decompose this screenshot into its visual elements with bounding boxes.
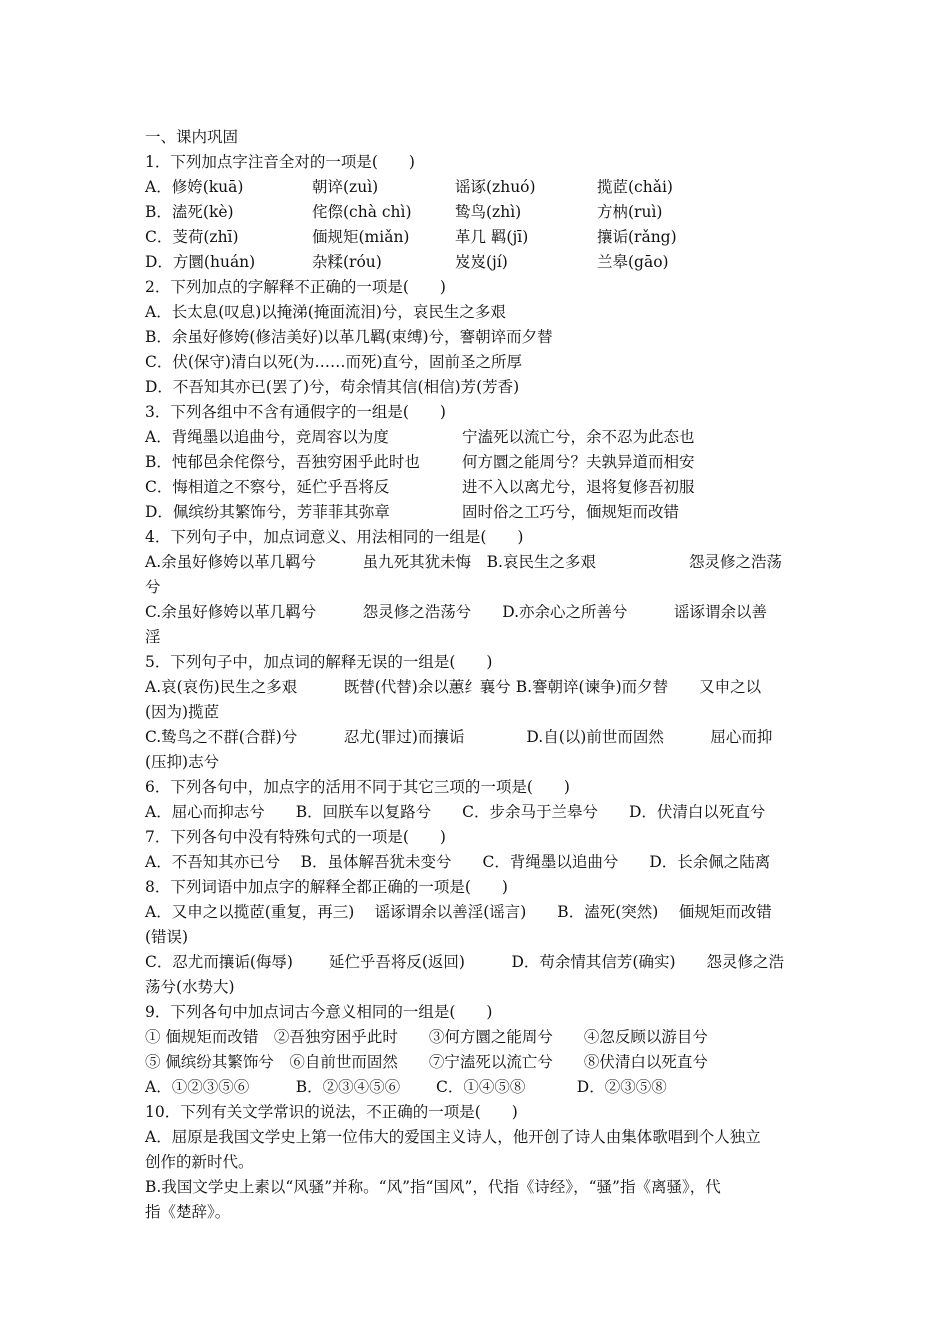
q4-line: 淫 — [145, 628, 161, 646]
q8-line: 荡兮(水势大) — [145, 978, 235, 996]
question-stem: 5．下列句子中，加点词的解释无误的一组是( ) — [145, 653, 493, 671]
q8-line: C．忍尤而攘诟(侮辱) 延伫乎吾将反(返回) D．苟余情其信芳(确实) 怨灵修之浩 — [145, 953, 784, 971]
q3-option-right: 何方圜之能周兮？夫孰异道而相安 — [462, 453, 695, 471]
q10-line: A．屈原是我国文学史上第一位伟大的爱国主义诗人，他开创了诗人由集体歌唱到个人独立 — [145, 1128, 761, 1146]
q1-option-cell: 侘傺(chà chì) — [312, 203, 412, 221]
q1-option-cell: 偭规矩(miǎn) — [312, 228, 410, 246]
q1-option-cell: 揽茝(chǎi) — [597, 178, 673, 196]
q1-option-cell: 朝谇(zuì) — [312, 178, 379, 196]
question-stem: 8．下列词语中加点字的解释全都正确的一项是( ) — [145, 878, 508, 896]
q1-option-cell: A．修姱(kuā) — [145, 178, 244, 196]
q7-options: A．不吾知其亦已兮 B．虽体解吾犹未变兮 C．背绳墨以追曲兮 D．长余佩之陆离 — [145, 853, 771, 871]
q2-line: C．伏(保守)清白以死(为……而死)直兮，固前圣之所厚 — [145, 353, 523, 371]
q5-line: (压抑)志兮 — [145, 753, 220, 771]
q1-option-cell: 兰皋(gāo) — [597, 253, 669, 271]
q8-line: A．又申之以揽茝(重复，再三) 谣诼谓余以善淫(谣言) B．溘死(突然) 偭规矩而改错 — [145, 903, 772, 921]
question-stem: 10．下列有关文学常识的说法，不正确的一项是( ) — [145, 1103, 518, 1121]
section-title: 一、课内巩固 — [145, 128, 239, 146]
q9-line: ① 偭规矩而改错 ②吾独穷困乎此时 ③何方圜之能周兮 ④忽反顾以游目兮 — [145, 1028, 708, 1046]
q4-line: C.余虽好修姱以革几羁兮 怨灵修之浩荡兮 D.亦余心之所善兮 谣诼谓余以善 — [145, 603, 768, 621]
q8-line: (错误) — [145, 928, 189, 946]
q3-option-left: D．佩缤纷其繁饰兮，芳菲菲其弥章 — [145, 503, 390, 521]
question-stem: 9．下列各句中加点词古今意义相同的一组是( ) — [145, 1003, 493, 1021]
question-stem: 6．下列各句中，加点字的活用不同于其它三项的一项是( ) — [145, 778, 570, 796]
q1-option-cell: 攘诟(rǎng) — [597, 228, 677, 246]
q4-line: 兮 — [145, 578, 161, 596]
q10-line: 指《楚辞》。 — [145, 1203, 231, 1221]
q4-line: A.余虽好修姱以革几羁兮 虽九死其犹未悔 B.哀民生之多艰 怨灵修之浩荡 — [145, 553, 782, 571]
q5-line: C.鸷鸟之不群(合群)兮 忍尤(罪过)而攘诟 D.自(以)前世而固然 屈心而抑 — [145, 728, 773, 746]
q2-line: 2．下列加点的字解释不正确的一项是( ) — [145, 278, 446, 296]
q2-line: D．不吾知其亦已(罢了)兮，苟余情其信(相信)芳(芳香) — [145, 378, 520, 396]
question-stem: 4．下列句子中，加点词意义、用法相同的一组是( ) — [145, 528, 524, 546]
q1-option-cell: 革几 羁(jī) — [455, 228, 529, 246]
q2-line: B．余虽好修姱(修洁美好)以革几羁(束缚)兮，謇朝谇而夕替 — [145, 328, 553, 346]
q3-option-right: 固时俗之工巧兮，偭规矩而改错 — [462, 503, 680, 521]
q1-option-cell: B．溘死(kè) — [145, 203, 234, 221]
q1-option-cell: D．方圜(huán) — [145, 253, 256, 271]
q5-line: (因为)揽茝 — [145, 703, 220, 721]
question-stem: 3．下列各组中不含有通假字的一组是( ) — [145, 403, 446, 421]
q1-option-cell: C．芰荷(zhī) — [145, 228, 239, 246]
q3-option-right: 进不入以离尤兮，退将复修吾初服 — [462, 478, 695, 496]
q1-option-cell: 方枘(ruì) — [597, 203, 663, 221]
q3-option-right: 宁溘死以流亡兮，余不忍为此态也 — [462, 428, 695, 446]
q1-option-cell: 谣诼(zhuó) — [455, 178, 536, 196]
q3-option-left: C．悔相道之不察兮，延伫乎吾将反 — [145, 478, 390, 496]
q6-options: A．屈心而抑志兮 B．回朕车以复路兮 C．步余马于兰皋兮 D．伏清白以死直兮 — [145, 803, 766, 821]
q2-line: A．长太息(叹息)以掩涕(掩面流泪)兮，哀民生之多艰 — [145, 303, 506, 321]
q1-option-cell: 杂糅(róu) — [312, 253, 382, 271]
q3-option-left: A．背绳墨以追曲兮，竞周容以为度 — [145, 428, 389, 446]
q10-line: 创作的新时代。 — [145, 1153, 254, 1171]
q9-line: ⑤ 佩缤纷其繁饰兮 ⑥自前世而固然 ⑦宁溘死以流亡兮 ⑧伏清白以死直兮 — [145, 1053, 708, 1071]
question-stem: 1．下列加点字注音全对的一项是( ) — [145, 153, 415, 171]
q5-line: A.哀(哀伤)民生之多艰 既替(代替)余以蕙纟襄兮 B.謇朝谇(谏争)而夕替 又申之以 — [145, 678, 762, 696]
q10-line: B.我国文学史上素以“风骚”并称。“风”指“国风”，代指《诗经》，“骚”指《离骚》，代 — [145, 1178, 721, 1196]
question-stem: 7．下列各句中没有特殊句式的一项是( ) — [145, 828, 446, 846]
q9-line: A．①②③⑤⑥ B．②③④⑤⑥ C．①④⑤⑧ D．②③⑤⑧ — [145, 1078, 667, 1096]
q1-option-cell: 鸷鸟(zhì) — [455, 203, 522, 221]
q3-option-left: B．忳郁邑余侘傺兮，吾独穷困乎此时也 — [145, 453, 420, 471]
q1-option-cell: 岌岌(jí) — [455, 253, 508, 271]
